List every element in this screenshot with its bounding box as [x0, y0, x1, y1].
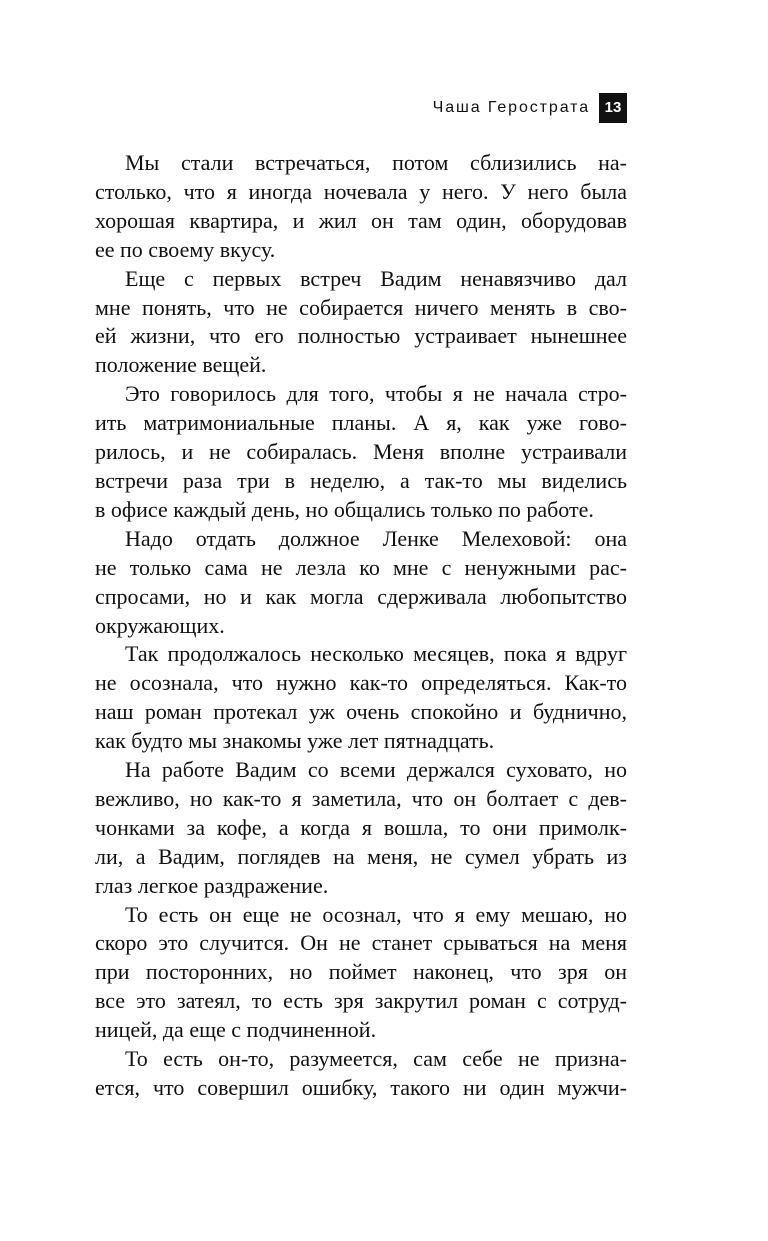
body-text — [95, 149, 627, 1103]
text-line: столько, что я иногда ночевала у него. У него была — [95, 178, 627, 204]
text-line: при посторонних, но поймет наконец, что зря он — [95, 959, 627, 985]
text-line: рилось, и не собиралась. Меня вполне устраивали — [95, 439, 627, 465]
text-line: вежливо, но как-то я заметила, что он болтает с дев- — [95, 785, 627, 811]
text-line: не только сама не лезла ко мне с ненужными рас- — [95, 554, 627, 580]
text-line: встречи раза три в неделю, а так-то мы виделись — [95, 467, 627, 493]
running-title: Чаша Герострата — [432, 99, 590, 116]
paragraph — [95, 901, 627, 1046]
text-line: окружающих. — [95, 612, 225, 638]
text-line: На работе Вадим со всеми держался суховато, но — [125, 757, 627, 783]
text-line: хорошая квартира, и жил он там один, оборудовав — [95, 207, 627, 233]
paragraph — [95, 265, 627, 381]
text-line: Это говорилось для того, чтобы я не начала стро- — [125, 381, 627, 407]
text-line: глаз легкое раздражение. — [95, 872, 329, 898]
paragraph — [95, 640, 627, 756]
text-line: в офисе каждый день, но общались только по работе. — [95, 496, 594, 522]
text-line: чонками за кофе, а когда я вошла, то они примолк- — [95, 814, 627, 840]
text-line: ее по своему вкусу. — [95, 236, 276, 262]
text-line: положение вещей. — [95, 352, 267, 378]
text-line: не осознала, что нужно как-то определяться. Как-то — [95, 670, 627, 696]
text-line: мне понять, что не собирается ничего менять в сво- — [95, 294, 627, 320]
page-number: 13 — [599, 93, 627, 123]
running-head — [433, 93, 627, 123]
text-line: ли, а Вадим, поглядев на меня, не сумел убрать из — [95, 843, 627, 869]
text-line: ить матримониальные планы. А я, как уже гово- — [95, 410, 627, 436]
paragraph — [95, 756, 627, 901]
paragraph — [95, 525, 627, 641]
paragraph — [95, 380, 627, 525]
text-line: Мы стали встречаться, потом сблизились на- — [125, 150, 627, 175]
text-line: То есть он-то, разумеется, сам себе не призна- — [125, 1046, 627, 1072]
text-line: Еще с первых встреч Вадим ненавязчиво дал — [125, 265, 627, 291]
text-line: скоро это случится. Он не станет срываться на меня — [95, 930, 627, 956]
paragraph — [95, 1045, 627, 1103]
text-line: ется, что совершил ошибку, такого ни один мужчи- — [95, 1075, 627, 1100]
paragraph — [95, 149, 627, 265]
text-line: ей жизни, что его полностью устраивает нынешнее — [95, 323, 627, 349]
text-line: Так продолжалось несколько месяцев, пока я вдруг — [125, 641, 627, 667]
text-line: ницей, да еще с подчиненной. — [95, 1017, 377, 1043]
text-line: Надо отдать должное Ленке Мелеховой: она — [125, 525, 627, 551]
text-line: наш роман протекал уж очень спокойно и буднично, — [95, 699, 627, 725]
text-line: спросами, но и как могла сдерживала любопытство — [95, 583, 627, 609]
text-line: все это затеял, то есть зря закрутил роман с сотруд- — [95, 988, 627, 1014]
text-line: То есть он еще не осознал, что я ему мешаю, но — [125, 901, 627, 927]
text-line: как будто мы знакомы уже лет пятнадцать. — [95, 728, 495, 754]
